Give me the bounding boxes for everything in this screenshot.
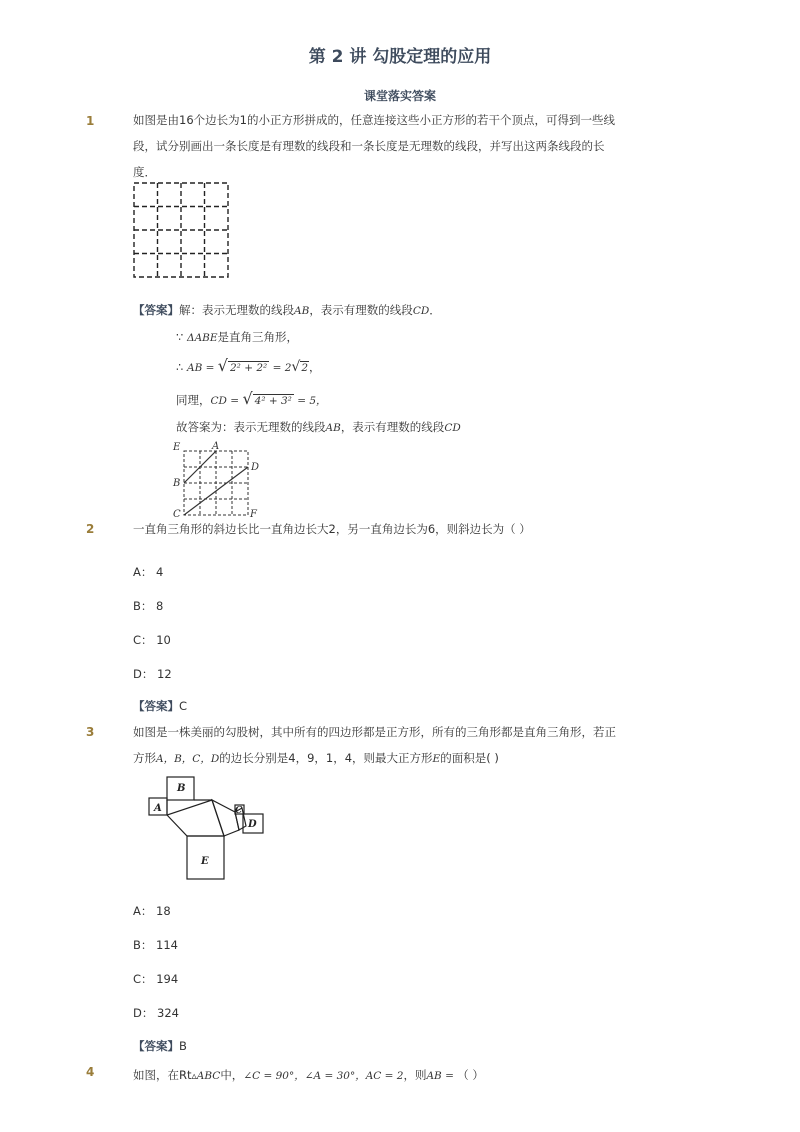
- question-2-text: 一直角三角形的斜边长比一直角边长大2，另一直角边长为6，则斜边长为（ ）: [133, 522, 531, 536]
- because-symbol: ∵: [176, 330, 187, 344]
- radicand: 2² + 2²: [229, 362, 268, 374]
- triangle-abc: ▵ABC: [191, 1070, 221, 1082]
- option-label: B：: [133, 599, 153, 613]
- text: 中，: [220, 1068, 244, 1082]
- option-label: D：: [133, 1006, 154, 1020]
- q2-option-a[interactable]: [133, 564, 163, 580]
- sqrt-expression: [218, 356, 269, 375]
- radicand: 2: [301, 362, 308, 374]
- q1-answer-line-4: [176, 389, 327, 408]
- segment-cd: CD: [444, 422, 461, 434]
- label-a: A: [212, 441, 220, 452]
- answer-text: ，表示有理数的线段: [340, 420, 445, 434]
- text: 的面积是( ): [440, 751, 499, 765]
- ab-equals: AB =: [186, 362, 218, 374]
- answer-tag: 【答案】: [133, 1039, 179, 1053]
- label-a: A: [154, 803, 162, 814]
- question-number-3: 3: [86, 725, 95, 739]
- square-e-name: E: [432, 753, 441, 765]
- sqrt-sign: √: [242, 389, 253, 408]
- page-subtitle: 课堂落实答案: [363, 89, 436, 103]
- option-label: C：: [133, 972, 153, 986]
- q1-line-2: 段，试分别画出一条长度是有理数的线段和一条长度是无理数的线段，并写出这两条线段的长: [133, 139, 605, 153]
- label-c: C: [173, 509, 181, 518]
- option-label: C：: [133, 633, 153, 647]
- label-b: B: [173, 478, 181, 489]
- label-b: B: [177, 783, 186, 794]
- q1-answer-line-5: [176, 419, 461, 435]
- text: 的边长分别是4，9，1，4，则最大正方形: [219, 751, 433, 765]
- page-title: 第 2 讲 勾股定理的应用: [308, 47, 492, 67]
- sqrt-expression: [291, 359, 309, 375]
- option-label: D：: [133, 667, 154, 681]
- answer-tag: 【答案】: [133, 303, 179, 317]
- q2-option-c[interactable]: [133, 632, 171, 648]
- answer-value: C: [179, 699, 188, 713]
- answer-tag: 【答案】: [133, 699, 179, 713]
- question-number-2: 2: [86, 522, 95, 536]
- q3-answer: [133, 1038, 187, 1054]
- answer-text: 故答案为：表示无理数的线段: [176, 420, 326, 434]
- option-value: 324: [157, 1006, 179, 1020]
- label-c: C: [235, 806, 243, 816]
- option-value: 12: [157, 667, 172, 681]
- option-label: A：: [133, 904, 153, 918]
- square-names: A，B，C，D: [156, 753, 220, 765]
- question-number-4: 4: [86, 1065, 95, 1079]
- answer-text: ．: [429, 303, 441, 317]
- text: 如图，在Rt: [133, 1068, 192, 1082]
- answer-text: ，表示有理数的线段: [309, 303, 413, 317]
- answer-blank: （ ）: [457, 1068, 484, 1082]
- therefore-symbol: ∴: [176, 360, 187, 374]
- answer-text: 是直角三角形，: [217, 330, 299, 344]
- q1-answer-figure: [170, 440, 265, 518]
- square-left-large: [167, 800, 224, 836]
- q3-line-2: [133, 745, 633, 772]
- q1-answer-line-2: [176, 329, 298, 345]
- option-value: 4: [156, 565, 164, 579]
- text: ，则: [403, 1068, 427, 1082]
- segment-ab: AB: [294, 305, 310, 317]
- label-e: E: [201, 856, 209, 867]
- answer-value: B: [179, 1039, 187, 1053]
- ab-equals: AB =: [426, 1070, 458, 1082]
- sqrt-sign: √: [217, 356, 228, 375]
- q3-pythagoras-tree: [145, 772, 270, 884]
- sqrt-sign: √: [291, 359, 301, 375]
- q2-option-b[interactable]: [133, 598, 163, 614]
- option-value: 194: [156, 972, 179, 986]
- q3-option-a[interactable]: [133, 903, 171, 919]
- q1-answer-line-1: [133, 302, 441, 318]
- q3-option-b[interactable]: [133, 937, 178, 953]
- option-value: 8: [156, 599, 164, 613]
- given-conditions: ∠C = 90°，∠A = 30°，AC = 2: [243, 1070, 404, 1082]
- option-value: 10: [156, 633, 171, 647]
- grid-border: [134, 183, 228, 277]
- segment-ab: AB: [325, 422, 341, 434]
- label-e: E: [173, 442, 181, 453]
- triangle-abe: ΔABE: [186, 332, 218, 344]
- option-value: 18: [156, 904, 171, 918]
- question-3-text: [133, 719, 633, 772]
- answer-text: 解：表示无理数的线段: [179, 303, 294, 317]
- label-f: F: [250, 509, 257, 518]
- answer-text: 同理，: [176, 393, 211, 407]
- q1-line-3: 度．: [133, 165, 156, 179]
- segment-cd: CD: [412, 305, 430, 317]
- label-d: D: [248, 819, 257, 830]
- cd-equals: CD =: [210, 395, 243, 407]
- question-4-text: [133, 1062, 484, 1089]
- question-1-text: [133, 107, 633, 185]
- q2-option-d[interactable]: [133, 666, 172, 682]
- text: 方形: [133, 751, 156, 765]
- answer-text: ，: [309, 360, 321, 374]
- question-number-1: 1: [86, 114, 95, 128]
- option-value: 114: [156, 938, 178, 952]
- q1-grid-figure: [133, 182, 231, 280]
- radicand: 4² + 3²: [254, 395, 292, 407]
- equals-two: = 2: [269, 362, 292, 374]
- q2-answer: [133, 698, 187, 714]
- q3-option-c[interactable]: [133, 971, 178, 987]
- q3-line-1: 如图是一株美丽的勾股树，其中所有的四边形都是正方形，所有的三角形都是直角三角形，若正: [133, 725, 616, 739]
- q1-line-1: 如图是由16个边长为1的小正方形拼成的，任意连接这些小正方形的若干个顶点，可得到一些线: [133, 113, 615, 127]
- label-d: D: [251, 462, 260, 473]
- q3-option-d[interactable]: [133, 1005, 179, 1021]
- option-label: B：: [133, 938, 153, 952]
- equals-five: = 5，: [293, 395, 327, 407]
- sqrt-expression: [242, 389, 293, 408]
- q1-answer-line-3: [176, 356, 321, 380]
- option-label: A：: [133, 565, 153, 579]
